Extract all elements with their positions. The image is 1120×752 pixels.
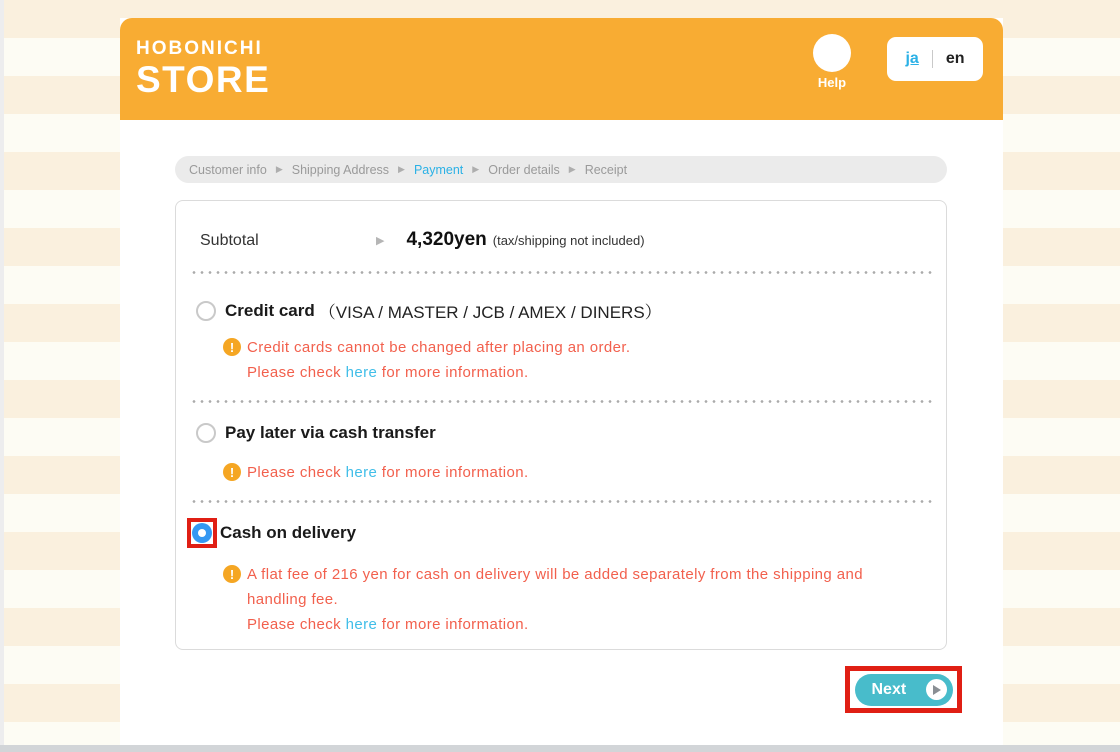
- play-triangle-icon: [933, 685, 941, 695]
- warning-line: A flat fee of 216 yen for cash on delivery will be added separately from the shipping and: [247, 566, 863, 583]
- warning-check-prefix: Please check: [247, 616, 346, 633]
- warning-check-suffix: for more information.: [377, 364, 529, 381]
- breadcrumb-order-details[interactable]: Order details: [488, 162, 560, 177]
- warning-icon: [223, 463, 241, 481]
- warning-check-line: [247, 460, 529, 485]
- brand-line2: STORE: [136, 58, 271, 100]
- radio-pay-later[interactable]: [196, 423, 216, 443]
- next-button-label: Next: [871, 680, 907, 698]
- bottom-edge-border: [0, 745, 1120, 752]
- warning-pay-later: [223, 460, 529, 485]
- warning-text: [247, 335, 631, 385]
- here-link[interactable]: here: [345, 464, 378, 481]
- warning-cash-on-delivery: [223, 562, 863, 637]
- option-label-cash-on-delivery: Cash on delivery: [220, 523, 357, 542]
- payment-option-cash-on-delivery[interactable]: [187, 518, 356, 548]
- breadcrumb-arrow-icon: [472, 165, 479, 174]
- breadcrumb-arrow-icon: [276, 165, 283, 174]
- breadcrumb-arrow-icon: [569, 165, 576, 174]
- breadcrumb: [175, 156, 947, 183]
- here-link[interactable]: here: [345, 364, 378, 381]
- language-ja-link[interactable]: ja: [905, 50, 919, 67]
- warning-check-suffix: for more information.: [377, 616, 529, 633]
- breadcrumb-shipping-address[interactable]: Shipping Address: [291, 162, 390, 177]
- dotted-divider: [190, 400, 932, 403]
- left-edge-border: [0, 0, 4, 752]
- annotation-box-radio: [187, 518, 217, 548]
- payment-option-pay-later[interactable]: [196, 423, 436, 443]
- warning-text: [247, 460, 529, 485]
- breadcrumb-receipt[interactable]: Receipt: [584, 162, 628, 177]
- language-en-label[interactable]: en: [945, 50, 965, 67]
- warning-line: Credit cards cannot be changed after placing an order.: [247, 339, 631, 356]
- option-label-credit-card: Credit card: [225, 300, 315, 320]
- breadcrumb-arrow-icon: [398, 165, 405, 174]
- warning-icon: [223, 565, 241, 583]
- subtotal-row: [200, 229, 645, 251]
- here-link[interactable]: here: [345, 616, 378, 633]
- warning-check-line: [247, 612, 863, 637]
- help-icon: [813, 34, 851, 72]
- warning-text: [247, 562, 863, 637]
- subtotal-amount: 4,320yen: [406, 229, 487, 250]
- site-header: [120, 18, 1003, 120]
- radio-cash-on-delivery-selected[interactable]: [192, 523, 212, 543]
- breadcrumb-customer-info[interactable]: Customer info: [189, 162, 267, 177]
- annotation-box-next: [845, 666, 962, 713]
- payment-option-credit-card[interactable]: [196, 298, 662, 323]
- store-logo[interactable]: [136, 38, 270, 100]
- page-content: [120, 18, 1003, 745]
- help-label: Help: [817, 75, 847, 90]
- brand-line1: HOBONICHI: [136, 38, 263, 59]
- warning-check-prefix: Please check: [247, 464, 346, 481]
- help-button[interactable]: [812, 34, 852, 90]
- language-toggle: [887, 37, 983, 81]
- option-label-pay-later: Pay later via cash transfer: [225, 423, 436, 442]
- option-suffix-card-brands: （VISA / MASTER / JCB / AMEX / DINERS）: [318, 303, 662, 322]
- play-icon: [926, 679, 947, 700]
- subtotal-label: Subtotal: [200, 232, 259, 249]
- radio-credit-card[interactable]: [196, 301, 216, 321]
- warning-check-suffix: for more information.: [377, 464, 529, 481]
- payment-card: [175, 200, 947, 650]
- warning-check-prefix: Please check: [247, 364, 346, 381]
- language-divider: [932, 50, 933, 68]
- warning-check-line: [247, 360, 631, 385]
- warning-icon: [223, 338, 241, 356]
- dotted-divider: [190, 500, 932, 503]
- warning-credit-card: [223, 335, 631, 385]
- next-button[interactable]: [855, 674, 953, 706]
- arrow-right-icon: [376, 234, 384, 247]
- dotted-divider: [190, 271, 932, 274]
- breadcrumb-payment-active[interactable]: Payment: [413, 162, 464, 177]
- subtotal-note: (tax/shipping not included): [492, 233, 645, 248]
- warning-line: handling fee.: [247, 591, 339, 608]
